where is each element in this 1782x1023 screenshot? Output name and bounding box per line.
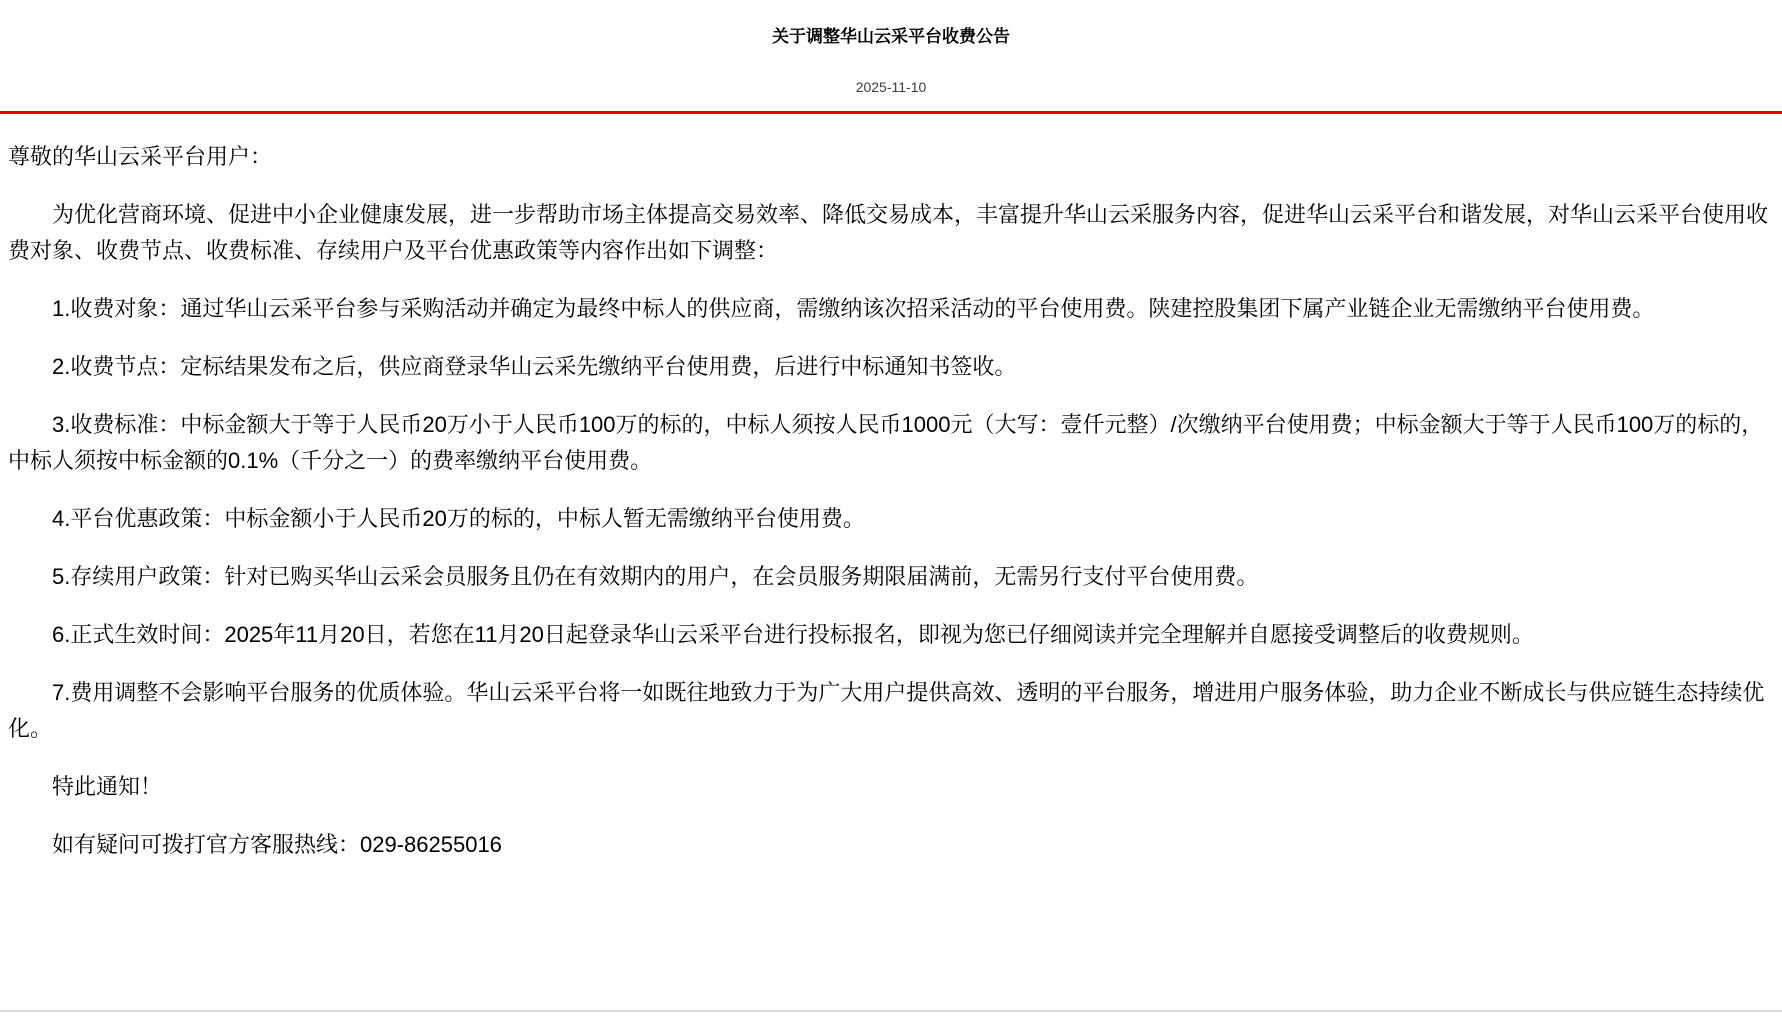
paragraph-fee-standard: 3.收费标准：中标金额大于等于人民币20万小于人民币100万的标的，中标人须按人民币1000元（大写：壹仟元整）/次缴纳平台使用费；中标金额大于等于人民币100万的标的，中标人须按中标金额的0.1%（千分之一）的费率缴纳平台使用费。 (8, 412, 1764, 473)
paragraph-intro: 为优化营商环境、促进中小企业健康发展，进一步帮助市场主体提高交易效率、降低交易成本，丰富提升华山云采服务内容，促进华山云采平台和谐发展，对华山云采平台使用收费对象、收费节点、收费标准、存续用户及平台优惠政策等内容作出如下调整： (8, 202, 1769, 263)
bottom-divider (0, 1010, 1782, 1012)
paragraph-existing-user-policy: 5.存续用户政策：针对已购买华山云采会员服务且仍在有效期内的用户，在会员服务期限届满前，无需另行支付平台使用费。 (52, 564, 1259, 589)
page-title: 关于调整华山云采平台收费公告 (772, 27, 1010, 46)
paragraph-effective-date: 6.正式生效时间：2025年11月20日，若您在11月20日起登录华山云采平台进行投标报名，即视为您已仔细阅读并完全理解并自愿接受调整后的收费规则。 (52, 622, 1534, 647)
closing-notice: 特此通知！ (52, 774, 163, 799)
announcement-date: 2025-11-10 (855, 79, 927, 95)
announcement-body (0, 114, 1782, 863)
service-hotline: 如有疑问可拨打官方客服热线：029-86255016 (52, 832, 502, 857)
paragraph-fee-timing: 2.收费节点：定标结果发布之后，供应商登录华山云采先缴纳平台使用费，后进行中标通知书签收。 (52, 354, 1017, 379)
paragraph-discount-policy: 4.平台优惠政策：中标金额小于人民币20万的标的，中标人暂无需缴纳平台使用费。 (52, 506, 865, 531)
paragraph-service-commitment: 7.费用调整不会影响平台服务的优质体验。华山云采平台将一如既往地致力于为广大用户提供高效、透明的平台服务，增进用户服务体验，助力企业不断成长与供应链生态持续优化。 (8, 680, 1765, 741)
announcement-header (0, 0, 1782, 114)
paragraph-fee-target: 1.收费对象：通过华山云采平台参与采购活动并确定为最终中标人的供应商，需缴纳该次招采活动的平台使用费。陕建控股集团下属产业链企业无需缴纳平台使用费。 (52, 296, 1655, 321)
salutation: 尊敬的华山云采平台用户： (8, 144, 273, 169)
